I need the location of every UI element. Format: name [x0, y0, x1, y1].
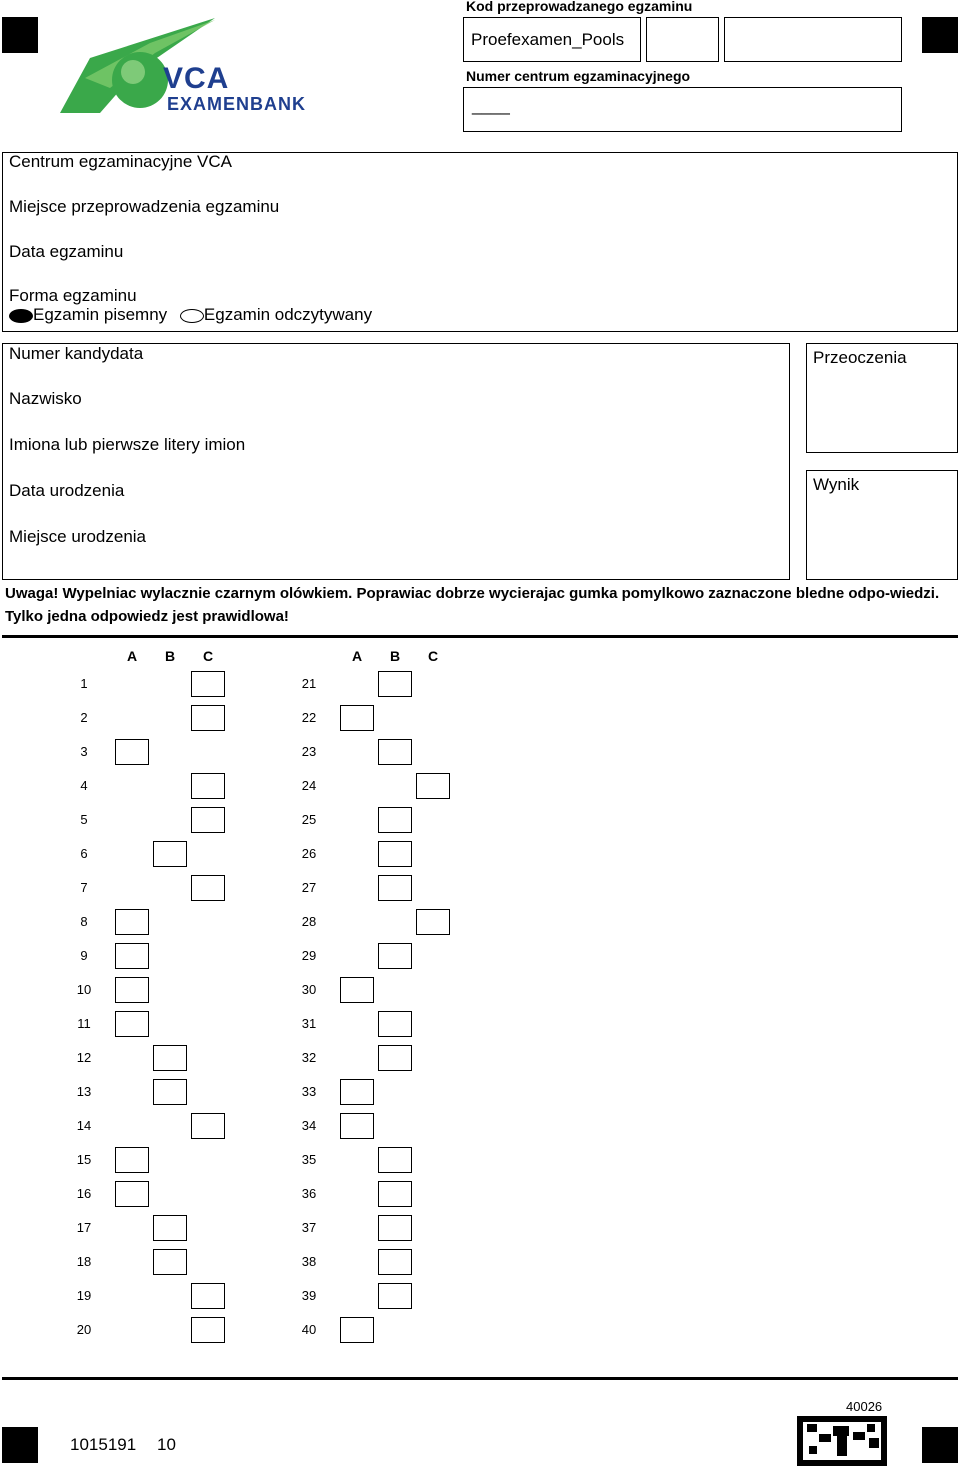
answer-box-24-c[interactable] — [416, 773, 450, 799]
answer-box-21-b[interactable] — [378, 671, 412, 697]
corner-marker-bottom-left — [2, 1427, 38, 1463]
answer-box-8-a[interactable] — [115, 909, 149, 935]
center-number-field[interactable] — [463, 87, 902, 132]
corner-marker-top-left — [2, 17, 38, 53]
question-number: 31 — [301, 1016, 317, 1031]
question-number: 36 — [301, 1186, 317, 1201]
question-number: 18 — [76, 1254, 92, 1269]
question-number: 34 — [301, 1118, 317, 1133]
exam-code-value: Proefexamen_Pools — [471, 30, 625, 49]
answer-box-20-c[interactable] — [191, 1317, 225, 1343]
question-number: 3 — [80, 744, 88, 759]
question-number: 38 — [301, 1254, 317, 1269]
center-number-label: Numer centrum egzaminacyjnego — [466, 68, 691, 84]
radio-written-selected[interactable] — [9, 309, 33, 323]
answer-box-10-a[interactable] — [115, 977, 149, 1003]
answer-box-36-b[interactable] — [378, 1181, 412, 1207]
question-number: 28 — [301, 914, 317, 929]
instructions-warning: Uwaga! Wypelniac wylacznie czarnym olówkiem. Poprawiac dobrze wycierajac gumka pomylkowo zaznaczone bledne odpo-wiedzi. Tylko jedna odpowiedz jest prawidlowa! — [5, 585, 940, 625]
question-number: 32 — [301, 1050, 317, 1065]
answer-box-18-b[interactable] — [153, 1249, 187, 1275]
question-number: 30 — [301, 982, 317, 997]
corner-marker-top-right — [922, 17, 958, 53]
question-number: 19 — [76, 1288, 92, 1303]
answer-box-37-b[interactable] — [378, 1215, 412, 1241]
answer-box-32-b[interactable] — [378, 1045, 412, 1071]
answer-box-5-c[interactable] — [191, 807, 225, 833]
question-number: 37 — [301, 1220, 317, 1235]
exam-place-field: Miejsce przeprowadzenia egzaminu — [9, 197, 280, 216]
answer-box-27-b[interactable] — [378, 875, 412, 901]
column-header-b: B — [389, 648, 401, 664]
question-number: 13 — [76, 1084, 92, 1099]
answer-box-31-b[interactable] — [378, 1011, 412, 1037]
answer-box-23-b[interactable] — [378, 739, 412, 765]
answer-box-30-a[interactable] — [340, 977, 374, 1003]
exam-center-field: Centrum egzaminacyjne VCA — [9, 152, 232, 171]
answer-box-4-c[interactable] — [191, 773, 225, 799]
answer-box-28-c[interactable] — [416, 909, 450, 935]
column-header-a: A — [126, 648, 138, 664]
logo-text-examenbank: EXAMENBANK — [167, 94, 307, 114]
question-number: 33 — [301, 1084, 317, 1099]
answer-box-38-b[interactable] — [378, 1249, 412, 1275]
question-number: 8 — [80, 914, 88, 929]
question-number: 40 — [301, 1322, 317, 1337]
question-number: 16 — [76, 1186, 92, 1201]
result-label: Wynik — [813, 475, 860, 494]
candidate-number-field: Numer kandydata — [9, 344, 144, 363]
question-number: 26 — [301, 846, 317, 861]
question-number: 5 — [80, 812, 88, 827]
question-number: 6 — [80, 846, 88, 861]
answer-box-22-a[interactable] — [340, 705, 374, 731]
vca-logo — [55, 18, 325, 118]
candidate-birth-place-field: Miejsce urodzenia — [9, 527, 147, 546]
exam-form-options — [9, 305, 372, 325]
question-number: 4 — [80, 778, 88, 793]
footer-code: 40026 — [846, 1399, 883, 1414]
question-number: 15 — [76, 1152, 92, 1167]
exam-code-label: Kod przeprowadzanego egzaminu — [466, 0, 693, 14]
result-box — [806, 470, 958, 580]
answer-box-1-c[interactable] — [191, 671, 225, 697]
answer-box-39-b[interactable] — [378, 1283, 412, 1309]
answer-box-3-a[interactable] — [115, 739, 149, 765]
question-number: 17 — [76, 1220, 92, 1235]
barcode-icon — [797, 1416, 887, 1471]
candidate-surname-field: Nazwisko — [9, 389, 82, 408]
question-number: 25 — [301, 812, 317, 827]
divider-bottom — [2, 1377, 958, 1380]
exam-code-field[interactable] — [463, 17, 641, 62]
radio-read[interactable] — [180, 309, 204, 323]
answer-box-14-c[interactable] — [191, 1113, 225, 1139]
divider-top — [2, 635, 958, 638]
center-number-value: ____ — [472, 96, 510, 115]
question-number: 11 — [77, 1016, 91, 1031]
question-number: 23 — [301, 744, 317, 759]
exam-code-field-3[interactable] — [724, 17, 902, 62]
exam-form-label: Forma egzaminu — [9, 286, 137, 305]
answer-box-13-b[interactable] — [153, 1079, 187, 1105]
omissions-label: Przeoczenia — [813, 348, 907, 367]
answer-box-7-c[interactable] — [191, 875, 225, 901]
answer-box-33-a[interactable] — [340, 1079, 374, 1105]
question-number: 9 — [80, 948, 88, 963]
column-header-c: C — [427, 648, 439, 664]
answer-box-11-a[interactable] — [115, 1011, 149, 1037]
answer-box-25-b[interactable] — [378, 807, 412, 833]
question-number: 21 — [301, 676, 317, 691]
question-number: 10 — [76, 982, 92, 997]
answer-box-2-c[interactable] — [191, 705, 225, 731]
option-read-label: Egzamin odczytywany — [203, 305, 373, 324]
answer-box-19-c[interactable] — [191, 1283, 225, 1309]
column-header-b: B — [164, 648, 176, 664]
answer-box-26-b[interactable] — [378, 841, 412, 867]
question-number: 35 — [301, 1152, 317, 1167]
question-number: 39 — [301, 1288, 317, 1303]
question-number: 14 — [76, 1118, 92, 1133]
question-number: 24 — [301, 778, 317, 793]
question-number: 29 — [301, 948, 317, 963]
answer-box-12-b[interactable] — [153, 1045, 187, 1071]
question-number: 2 — [80, 710, 88, 725]
column-header-c: C — [202, 648, 214, 664]
option-written-label: Egzamin pisemny — [33, 305, 168, 324]
answer-box-29-b[interactable] — [378, 943, 412, 969]
candidate-first-names-field: Imiona lub pierwsze litery imion — [9, 435, 246, 454]
answer-box-40-a[interactable] — [340, 1317, 374, 1343]
exam-date-field: Data egzaminu — [9, 242, 124, 261]
column-header-a: A — [351, 648, 363, 664]
answer-box-9-a[interactable] — [115, 943, 149, 969]
candidate-birth-date-field: Data urodzenia — [9, 481, 125, 500]
answer-box-34-a[interactable] — [340, 1113, 374, 1139]
omissions-box — [806, 343, 958, 453]
question-number: 7 — [80, 880, 88, 895]
answer-box-15-a[interactable] — [115, 1147, 149, 1173]
question-number: 22 — [301, 710, 317, 725]
form-id: 1015191 — [70, 1435, 137, 1454]
answer-box-35-b[interactable] — [378, 1147, 412, 1173]
answer-box-17-b[interactable] — [153, 1215, 187, 1241]
question-number: 20 — [76, 1322, 92, 1337]
corner-marker-bottom-right — [922, 1427, 958, 1463]
page-number: 10 — [157, 1435, 176, 1454]
answer-box-16-a[interactable] — [115, 1181, 149, 1207]
question-number: 1 — [80, 676, 88, 691]
answer-box-6-b[interactable] — [153, 841, 187, 867]
question-number: 12 — [76, 1050, 92, 1065]
logo-text-vca: VCA — [163, 62, 230, 95]
exam-code-field-2[interactable] — [646, 17, 719, 62]
question-number: 27 — [301, 880, 317, 895]
